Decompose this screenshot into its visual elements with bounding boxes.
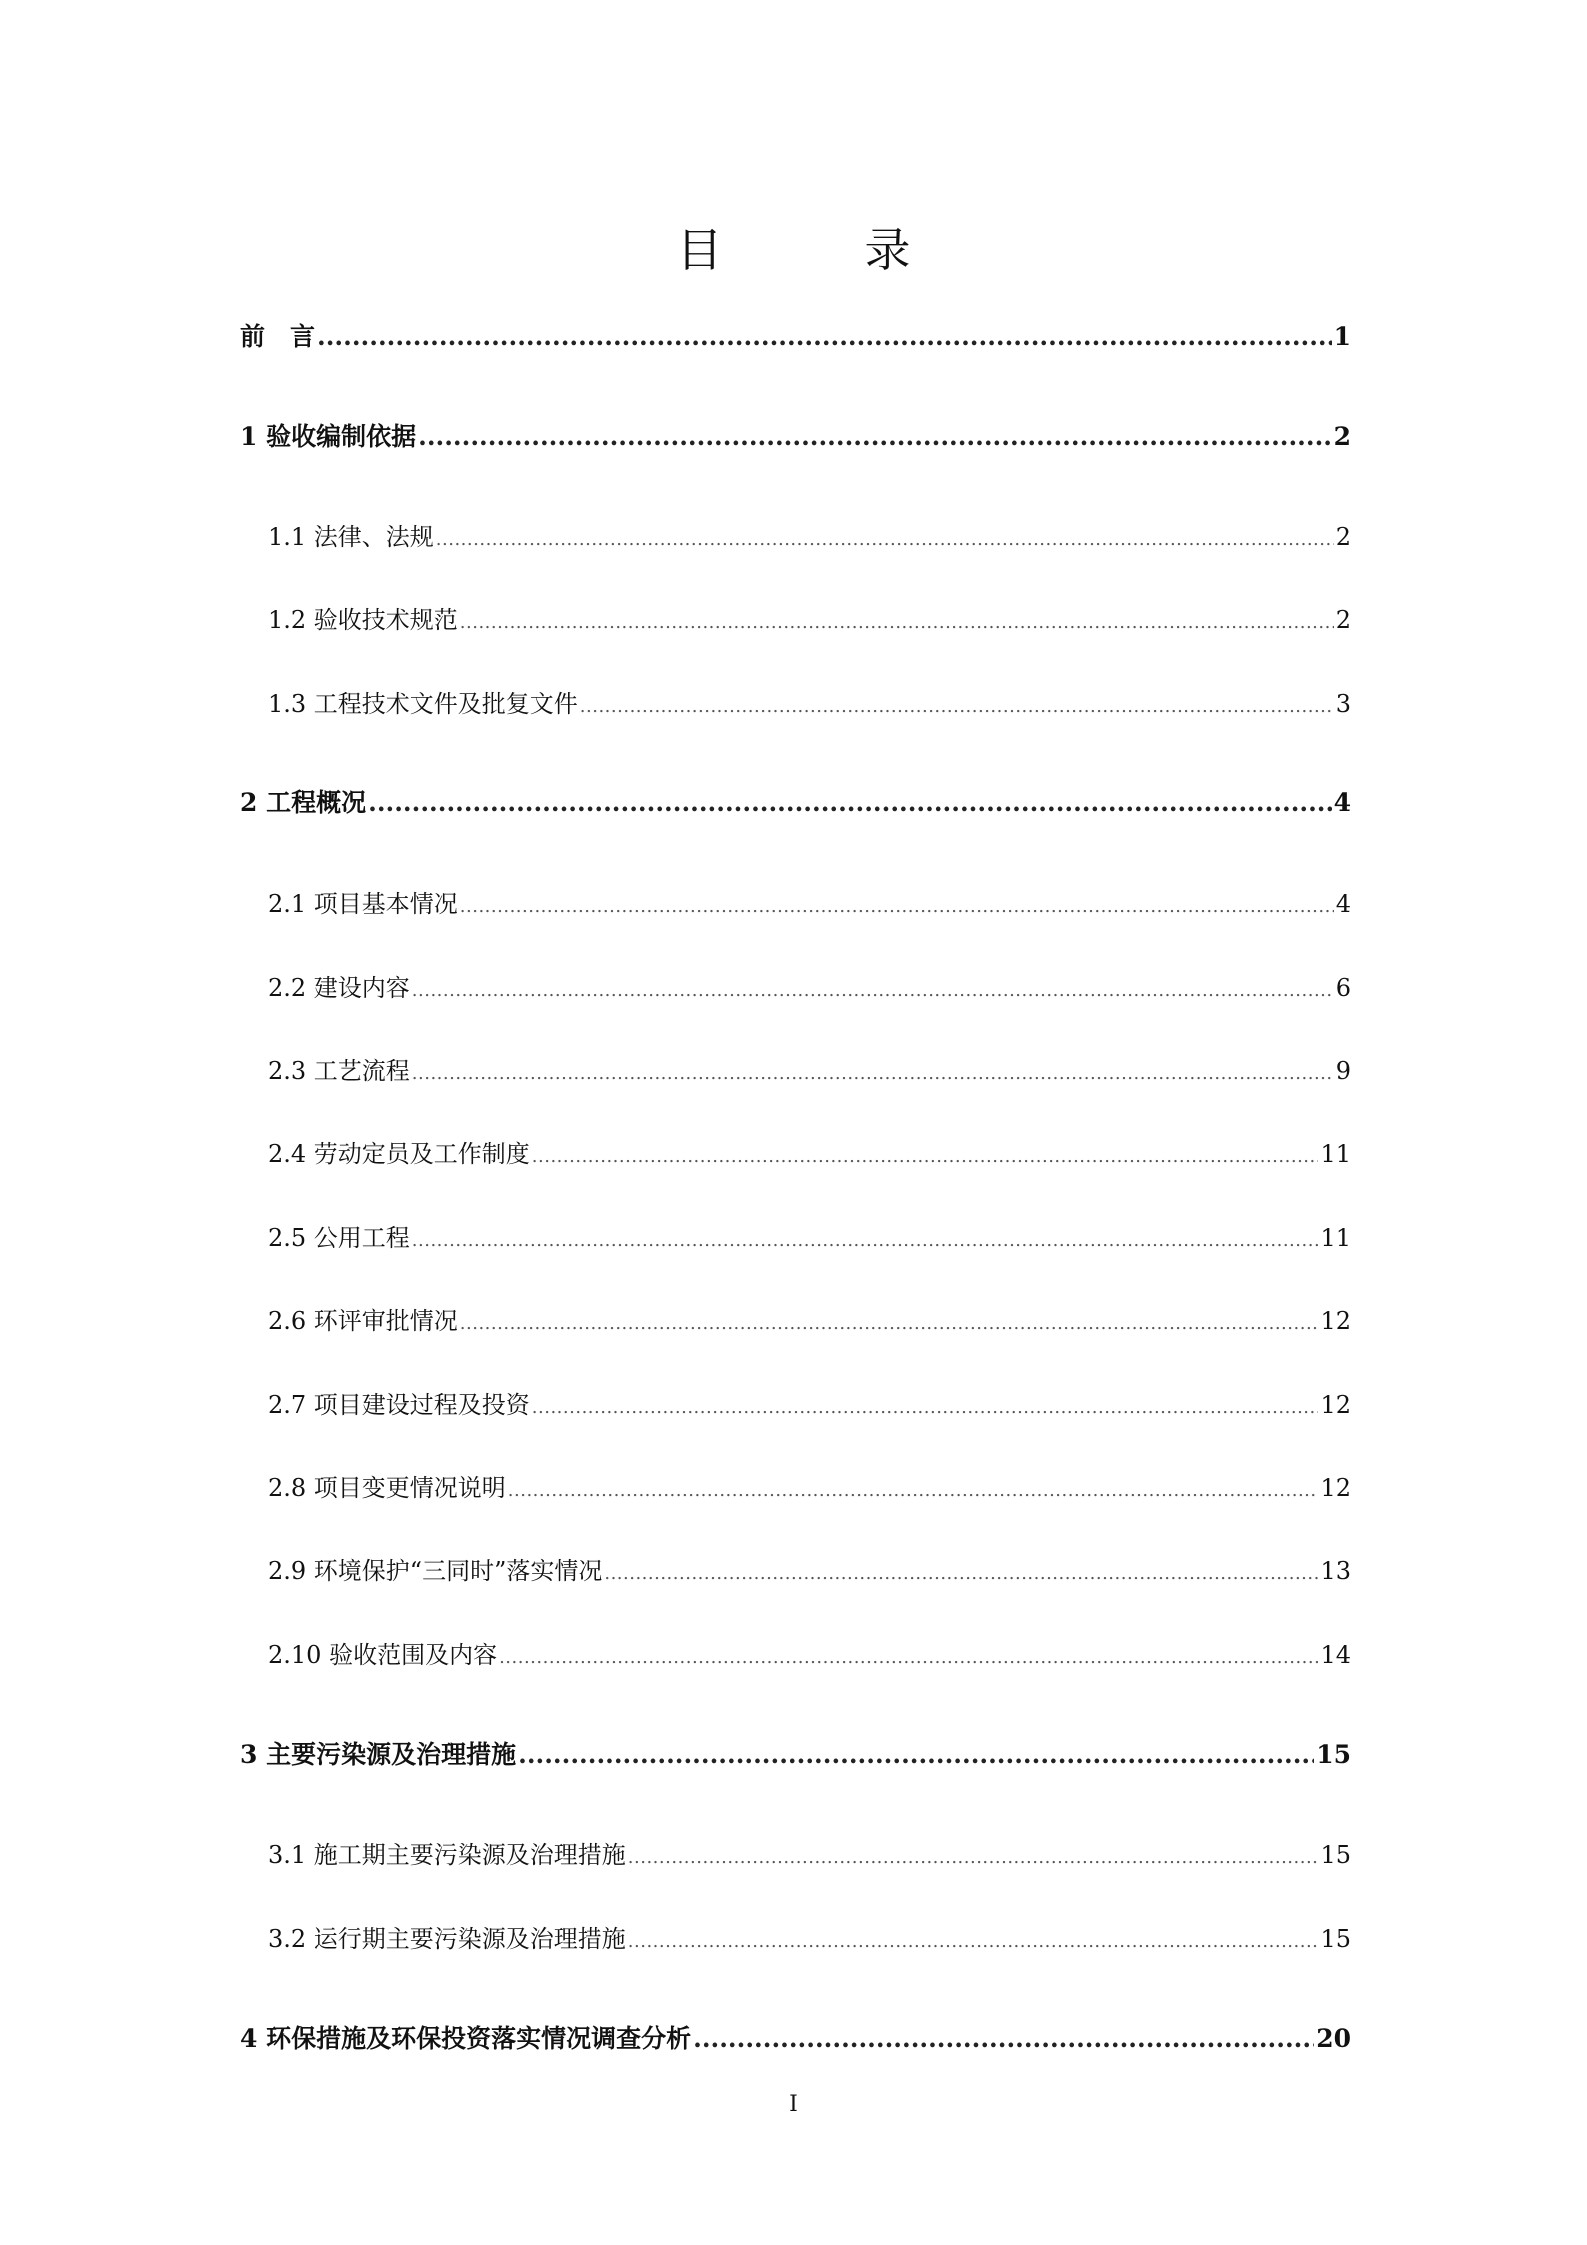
toc-entry-label: 1.3 工程技术文件及批复文件 xyxy=(268,690,578,718)
toc-dot-leader xyxy=(604,1554,1318,1594)
toc-entry-page: 4 xyxy=(1333,788,1351,817)
toc-entry-page: 2 xyxy=(1335,523,1351,551)
toc-entry-preface[interactable] xyxy=(240,317,1351,357)
toc-entry-page: 2 xyxy=(1335,606,1351,634)
toc-dot-leader xyxy=(532,1137,1319,1177)
toc-dot-leader xyxy=(499,1638,1318,1678)
toc-dot-leader xyxy=(628,1922,1319,1962)
toc-entry-label: 3.2 运行期主要污染源及治理措施 xyxy=(268,1925,626,1953)
toc-entry-1-1[interactable] xyxy=(268,517,1351,557)
toc-dot-leader xyxy=(628,1838,1319,1878)
toc-entry-chapter-1[interactable] xyxy=(240,417,1351,457)
toc-dot-leader xyxy=(460,887,1334,927)
toc-entry-page: 4 xyxy=(1335,890,1351,918)
toc-entry-page: 13 xyxy=(1320,1557,1351,1585)
toc-dot-leader xyxy=(693,2019,1314,2059)
toc-dot-leader xyxy=(418,417,1331,457)
toc-entry-label: 2.10 验收范围及内容 xyxy=(268,1641,498,1669)
toc-entry-label: 2.8 项目变更情况说明 xyxy=(268,1474,506,1502)
toc-dot-leader xyxy=(317,317,1332,357)
toc-entry-label: 2.9 环境保护“三同时”落实情况 xyxy=(268,1557,603,1585)
toc-entry-3-2[interactable] xyxy=(268,1919,1351,1959)
toc-entry-2-10[interactable] xyxy=(268,1635,1351,1675)
toc-entry-chapter-4[interactable] xyxy=(240,2019,1351,2059)
toc-entry-page: 3 xyxy=(1335,690,1351,718)
toc-dot-leader xyxy=(412,971,1334,1011)
toc-entry-label: 1 验收编制依据 xyxy=(240,422,417,451)
toc-dot-leader xyxy=(436,520,1334,560)
page-title: 目 录 xyxy=(676,223,959,277)
toc-entry-label: 4 环保措施及环保投资落实情况调查分析 xyxy=(240,2024,692,2053)
toc-entry-2-9[interactable] xyxy=(268,1551,1351,1591)
footer-page-number: I xyxy=(789,2092,798,2117)
toc-entry-page: 20 xyxy=(1316,2024,1351,2053)
toc-dot-leader xyxy=(518,1735,1314,1775)
toc-entry-label: 1.2 验收技术规范 xyxy=(268,606,458,634)
toc-entry-label: 2.5 公用工程 xyxy=(268,1224,410,1252)
toc-entry-2-7[interactable] xyxy=(268,1385,1351,1425)
toc-entry-page: 15 xyxy=(1320,1841,1351,1869)
toc-entry-label: 2.6 环评审批情况 xyxy=(268,1307,458,1335)
toc-entry-label: 2.3 工艺流程 xyxy=(268,1057,410,1085)
toc-entry-chapter-2[interactable] xyxy=(240,783,1351,823)
toc-dot-leader xyxy=(580,687,1334,727)
toc-entry-3-1[interactable] xyxy=(268,1835,1351,1875)
toc-entry-label: 2 工程概况 xyxy=(240,788,367,817)
toc-dot-leader xyxy=(532,1388,1319,1428)
toc-entry-label: 2.1 项目基本情况 xyxy=(268,890,458,918)
toc-entry-page: 12 xyxy=(1320,1307,1351,1335)
toc-entry-label: 前 言 xyxy=(240,322,316,351)
toc-entry-page: 12 xyxy=(1320,1474,1351,1502)
toc-entry-2-8[interactable] xyxy=(268,1468,1351,1508)
toc-entry-page: 12 xyxy=(1320,1391,1351,1419)
toc-entry-page: 15 xyxy=(1316,1740,1351,1769)
toc-entry-label: 2.4 劳动定员及工作制度 xyxy=(268,1140,530,1168)
toc-entry-page: 11 xyxy=(1320,1140,1351,1168)
toc-entry-2-4[interactable] xyxy=(268,1134,1351,1174)
toc-entry-2-3[interactable] xyxy=(268,1051,1351,1091)
toc-entry-page: 15 xyxy=(1320,1925,1351,1953)
toc-entry-page: 9 xyxy=(1335,1057,1351,1085)
toc-entry-page: 2 xyxy=(1333,422,1351,451)
toc-entry-label: 1.1 法律、法规 xyxy=(268,523,434,551)
toc-entry-label: 3.1 施工期主要污染源及治理措施 xyxy=(268,1841,626,1869)
toc-dot-leader xyxy=(368,783,1331,823)
toc-entry-page: 1 xyxy=(1333,322,1351,351)
toc-dot-leader xyxy=(508,1471,1319,1511)
toc-dot-leader xyxy=(460,603,1334,643)
toc-entry-page: 6 xyxy=(1335,974,1351,1002)
toc-entry-chapter-3[interactable] xyxy=(240,1735,1351,1775)
toc-entry-2-2[interactable] xyxy=(268,968,1351,1008)
toc-entry-page: 11 xyxy=(1320,1224,1351,1252)
toc-entry-page: 14 xyxy=(1320,1641,1351,1669)
toc-entry-label: 2.2 建设内容 xyxy=(268,974,410,1002)
toc-dot-leader xyxy=(460,1304,1319,1344)
toc-dot-leader xyxy=(412,1221,1319,1261)
toc-entry-2-5[interactable] xyxy=(268,1218,1351,1258)
toc-entry-2-1[interactable] xyxy=(268,884,1351,924)
toc-entry-1-2[interactable] xyxy=(268,600,1351,640)
toc-entry-1-3[interactable] xyxy=(268,684,1351,724)
toc-entry-label: 3 主要污染源及治理措施 xyxy=(240,1740,517,1769)
toc-entry-2-6[interactable] xyxy=(268,1301,1351,1341)
toc-dot-leader xyxy=(412,1054,1334,1094)
toc-entry-label: 2.7 项目建设过程及投资 xyxy=(268,1391,530,1419)
